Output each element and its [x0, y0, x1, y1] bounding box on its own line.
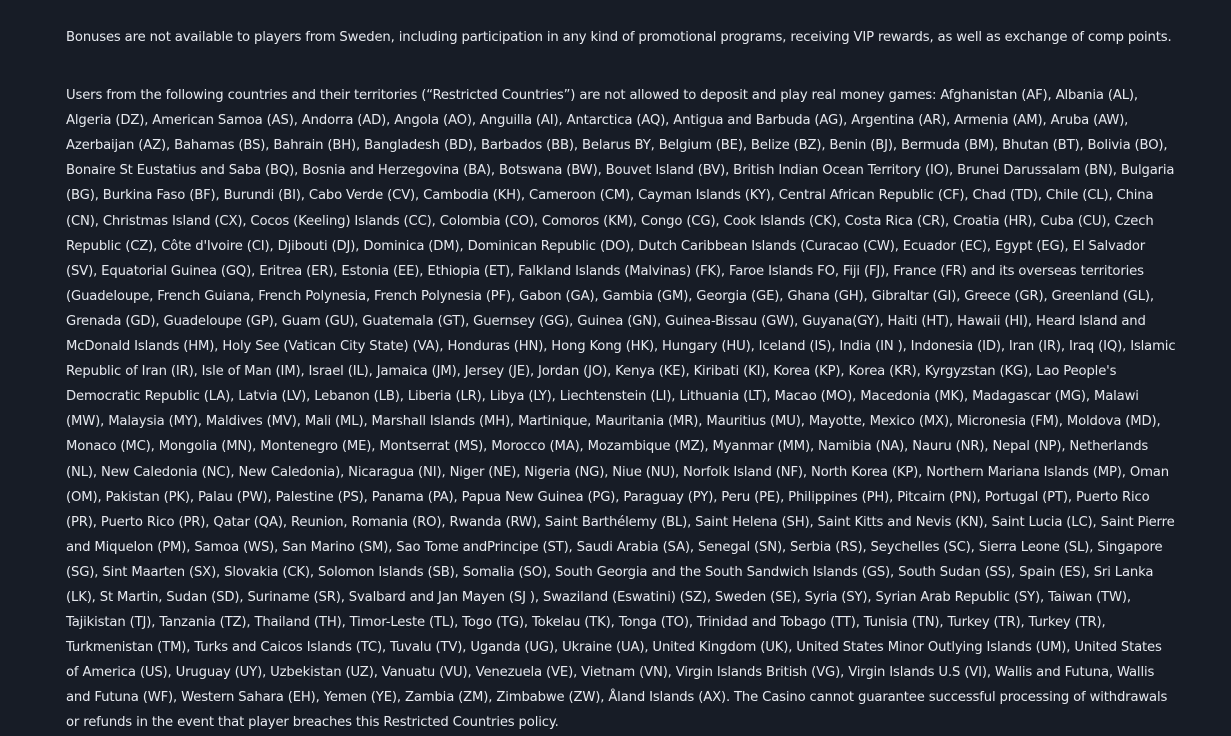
terms-content [66, 25, 1178, 736]
restricted-countries-text: Users from the following countries and their territories (“Restricted Countries”) are not allowed to deposit and play real money games: Afghanistan (AF), Albania (AL), Algeria (DZ), American Samoa (AS), Andorra (AD), Angola (AO), Anguilla (AI), Antarctica (AQ), Antigua and Barbuda (AG), Argentina (AR), Armenia (AM), Aruba (AW), Azerbaijan (AZ), Bahamas (BS), Bahrain (BH), Bangladesh (BD), Barbados (BB), Belarus BY, Belgium (BE), Belize (BZ), Benin (BJ), Bermuda (BM), Bhutan (BT), Bolivia (BO), Bonaire St Eustatius and Saba (BQ), Bosnia and Herzegovina (BA), Botswana (BW), Bouvet Island (BV), British Indian Ocean Territory (IO), Brunei Darussalam (BN), Bulgaria (BG), Burkina Faso (BF), Burundi (BI), Cabo Verde (CV), Cambodia (KH), Cameroon (CM), Cayman Islands (KY), Central African Republic (CF), Chad (TD), Chile (CL), China (CN), Christmas Island (CX), Cocos (Keeling) Islands (CC), Colombia (CO), Comoros (KM), Congo (CG), Cook Islands (CK), Costa Rica (CR), Croatia (HR), Cuba (CU), Czech Republic (CZ), Côte d'Ivoire (CI), Djibouti (DJ), Dominica (DM), Dominican Republic (DO), Dutch Caribbean Islands (Curacao (CW), Ecuador (EC), Egypt (EG), El Salvador (SV), Equatorial Guinea (GQ), Eritrea (ER), Estonia (EE), Ethiopia (ET), Falkland Islands (Malvinas) (FK), Faroe Islands FO, Fiji (FJ), France (FR) and its overseas territories (Guadeloupe, French Guiana, French Polynesia, French Polynesia (PF), Gabon (GA), Gambia (GM), Georgia (GE), Ghana (GH), Gibraltar (GI), Greece (GR), Greenland (GL), Grenada (GD), Guadeloupe (GP), Guam (GU), Guatemala (GT), Guernsey (GG), Guinea (GN), Guinea-Bissau (GW), Guyana(GY), Haiti (HT), Hawaii (HI), Heard Island and McDonald Islands (HM), Holy See (Vatican City State) (VA), Honduras (HN), Hong Kong (HK), Hungary (HU), Iceland (IS), India (IN ), Indonesia (ID), Iran (IR), Iraq (IQ), Islamic Republic of Iran (IR), Isle of Man (IM), Israel (IL), Jamaica (JM), Jersey (JE), Jordan (JO), Kenya (KE), Kiribati (KI), Korea (KP), Korea (KR), Kyrgyzstan (KG), Lao People's Democratic Republic (LA), Latvia (LV), Lebanon (LB), Liberia (LR), Libya (LY), Liechtenstein (LI), Lithuania (LT), Macao (MO), Macedonia (MK), Madagascar (MG), Malawi (MW), Malaysia (MY), Maldives (MV), Mali (ML), Marshall Islands (MH), Martinique, Mauritania (MR), Mauritius (MU), Mayotte, Mexico (MX), Micronesia (FM), Moldova (MD), Monaco (MC), Mongolia (MN), Montenegro (ME), Montserrat (MS), Morocco (MA), Mozambique (MZ), Myanmar (MM), Namibia (NA), Nauru (NR), Nepal (NP), Netherlands (NL), New Caledonia (NC), New Caledonia), Nicaragua (NI), Niger (NE), Nigeria (NG), Niue (NU), Norfolk Island (NF), North Korea (KP), Northern Mariana Islands (MP), Oman (OM), Pakistan (PK), Palau (PW), Palestine (PS), Panama (PA), Papua New Guinea (PG), Paraguay (PY), Peru (PE), Philippines (PH), Pitcairn (PN), Portugal (PT), Puerto Rico (PR), Puerto Rico (PR), Qatar (QA), Reunion, Romania (RO), Rwanda (RW), Saint Barthélemy (BL), Saint Helena (SH), Saint Kitts and Nevis (KN), Saint Lucia (LC), Saint Pierre and Miquelon (PM), Samoa (WS), San Marino (SM), Sao Tome andPrincipe (ST), Saudi Arabia (SA), Senegal (SN), Serbia (RS), Seychelles (SC), Sierra Leone (SL), Singapore (SG), Sint Maarten (SX), Slovakia (CK), Solomon Islands (SB), Somalia (SO), South Georgia and the South Sandwich Islands (GS), South Sudan (SS), Spain (ES), Sri Lanka (LK), St Martin, Sudan (SD), Suriname (SR), Svalbard and Jan Mayen (SJ ), Swaziland (Eswatini) (SZ), Sweden (SE), Syria (SY), Syrian Arab Republic (SY), Taiwan (TW), Tajikistan (TJ), Tanzania (TZ), Thailand (TH), Timor-Leste (TL), Togo (TG), Tokelau (TK), Tonga (TO), Trinidad and Tobago (TT), Tunisia (TN), Turkey (TR), Turkey (TR), Turkmenistan (TM), Turks and Caicos Islands (TC), Tuvalu (TV), Uganda (UG), Ukraine (UA), United Kingdom (UK), United States Minor Outlying Islands (UM), United States of America (US), Uruguay (UY), Uzbekistan (UZ), Vanuatu (VU), Venezuela (VE), Vietnam (VN), Virgin Islands British (VG), Virgin Islands U.S (VI), Wallis and Futuna, Wallis and Futuna (WF), Western Sahara (EH), Yemen (YE), Zambia (ZM), Zimbabwe (ZW), Åland Islands (AX). The Casino cannot guarantee successful processing of withdrawals or refunds in the event that player breaches this Restricted Countries policy. [66, 88, 1176, 731]
bonus-restriction-text: Bonuses are not available to players from Sweden, including participation in any kind of promotional programs, receiving VIP rewards, as well as exchange of comp points. [66, 30, 1172, 45]
